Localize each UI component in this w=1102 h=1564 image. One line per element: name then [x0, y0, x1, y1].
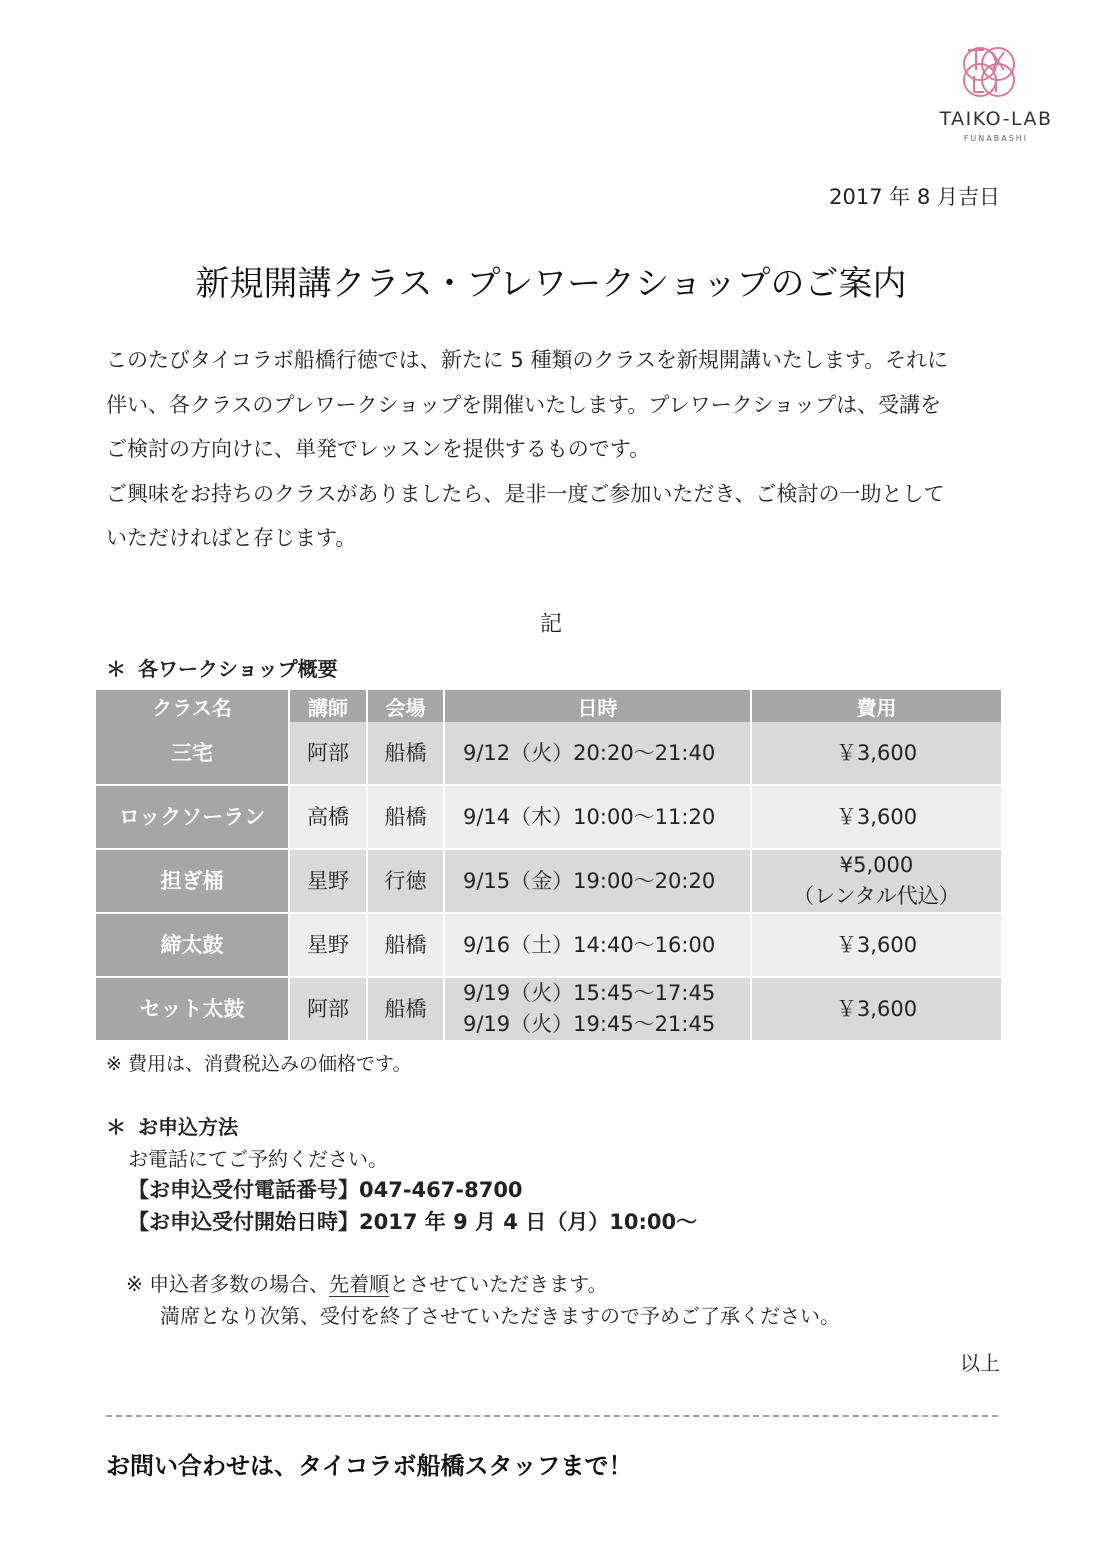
datetime-cell: [444, 977, 751, 1040]
fee-cell: [751, 913, 1001, 977]
intro-line: ご検討の方向けに、単発でレッスンを提供するものです。: [106, 437, 651, 461]
phone-reservation-text: お電話にてご予約ください。: [128, 1147, 388, 1171]
datetime-cell: [444, 785, 751, 849]
teacher-cell: 阿部: [289, 722, 367, 785]
header-datetime: 日時: [444, 690, 751, 722]
phone-number-line: 【お申込受付電話番号】047-467-8700: [128, 1178, 523, 1202]
logo: [930, 40, 1062, 150]
intro-line: このたびタイコラボ船橋行徳では、新たに 5 種類のクラスを新規開講いたします。それに: [106, 348, 949, 372]
table-row: [96, 785, 1001, 849]
asterisk-icon: ＊: [106, 1115, 126, 1139]
section-workshop-overview-heading: [106, 653, 338, 682]
fee-cell: [751, 785, 1001, 849]
class-name-cell: 三宅: [96, 722, 289, 785]
teacher-cell: 高橋: [289, 785, 367, 849]
intro-line: 伴い、各クラスのプレワークショップを開催いたします。プレワークショップは、受講を: [106, 392, 942, 417]
header-venue: 会場: [367, 690, 444, 722]
underlined-text: 先着順: [329, 1272, 390, 1296]
class-name-cell: ロックソーラン: [96, 785, 289, 849]
logo-text: TAIKO-LAB: [939, 108, 1053, 130]
fee-text: ￥3,600: [835, 932, 918, 957]
venue-cell: 船橋: [367, 785, 444, 849]
venue-cell: 船橋: [367, 977, 444, 1040]
fee-cell: [751, 722, 1001, 785]
fee-cell: [751, 977, 1001, 1040]
teacher-cell: 星野: [289, 913, 367, 977]
document-date: 2017 年 8 月吉日: [829, 185, 1000, 209]
datetime-cell: [444, 913, 751, 977]
intro-line: いただければと存じます。: [106, 526, 357, 550]
note-text: とさせていただきます。: [389, 1272, 608, 1296]
taiko-lab-logo-mark-icon: [960, 40, 1032, 104]
contact-footer: お問い合わせは、タイコラボ船橋スタッフまで！: [106, 1452, 633, 1480]
tax-note: ※ 費用は、消費税込みの価格です。: [106, 1053, 412, 1075]
datetime-text: 9/12（火）20:20～21:40: [463, 740, 716, 765]
table-row: [96, 913, 1001, 977]
note-line: 満席となり次第、受付を終了させていただきますので予めご了承ください。: [160, 1304, 840, 1328]
teacher-cell: 阿部: [289, 977, 367, 1040]
document-title: 新規開講クラス・プレワークショップのご案内: [195, 264, 907, 304]
fee-cell: [751, 849, 1001, 913]
datetime-text: 9/15（金）19:00～20:20: [463, 868, 716, 893]
venue-cell: 船橋: [367, 722, 444, 785]
closing-mark: 以上: [960, 1351, 1000, 1375]
table-header-row: [96, 690, 1001, 722]
datetime-text: 9/14（木）10:00～11:20: [463, 804, 716, 829]
datetime-cell: [444, 849, 751, 913]
teacher-cell: 星野: [289, 849, 367, 913]
section-title: お申込方法: [138, 1115, 238, 1139]
section-application-heading: [106, 1111, 238, 1140]
note-text: ※ 申込者多数の場合、: [126, 1272, 330, 1296]
table-row: [96, 977, 1001, 1040]
header-teacher: 講師: [289, 690, 367, 722]
table-row: [96, 722, 1001, 785]
datetime-text: 9/16（土）14:40～16:00: [463, 932, 716, 957]
fee-note: （レンタル代込）: [793, 884, 960, 908]
table-row: [96, 849, 1001, 913]
class-name-cell: セット太鼓: [96, 977, 289, 1040]
section-title: 各ワークショップ概要: [138, 657, 338, 681]
intro-line: ご興味をお持ちのクラスがありましたら、是非一度ご参加いただき、ご検討の一助として: [106, 481, 945, 506]
ki-heading: 記: [539, 612, 562, 637]
datetime-cell: [444, 722, 751, 785]
dashed-divider: [106, 1415, 998, 1417]
header-class: クラス名: [96, 690, 289, 722]
note-line: [126, 1268, 840, 1300]
fee-text: ￥3,600: [835, 996, 918, 1021]
intro-paragraph: [106, 338, 1006, 561]
datetime-text: 9/19（火）15:45～17:45: [463, 981, 716, 1005]
fee-text: ￥3,600: [835, 740, 918, 765]
datetime-text: 9/19（火）19:45～21:45: [463, 1012, 716, 1036]
venue-cell: 船橋: [367, 913, 444, 977]
first-come-note: [126, 1268, 840, 1332]
fee-text: ¥5,000: [839, 853, 914, 877]
logo-subtext: FUNABASHI: [963, 134, 1029, 143]
asterisk-icon: ＊: [106, 657, 126, 681]
start-datetime-line: 【お申込受付開始日時】2017 年 9 月 4 日（月）10:00～: [128, 1210, 698, 1234]
workshop-table: [96, 690, 1001, 1040]
class-name-cell: 締太鼓: [96, 913, 289, 977]
header-fee: 費用: [751, 690, 1001, 722]
venue-cell: 行徳: [367, 849, 444, 913]
fee-text: ￥3,600: [835, 804, 918, 829]
class-name-cell: 担ぎ桶: [96, 849, 289, 913]
